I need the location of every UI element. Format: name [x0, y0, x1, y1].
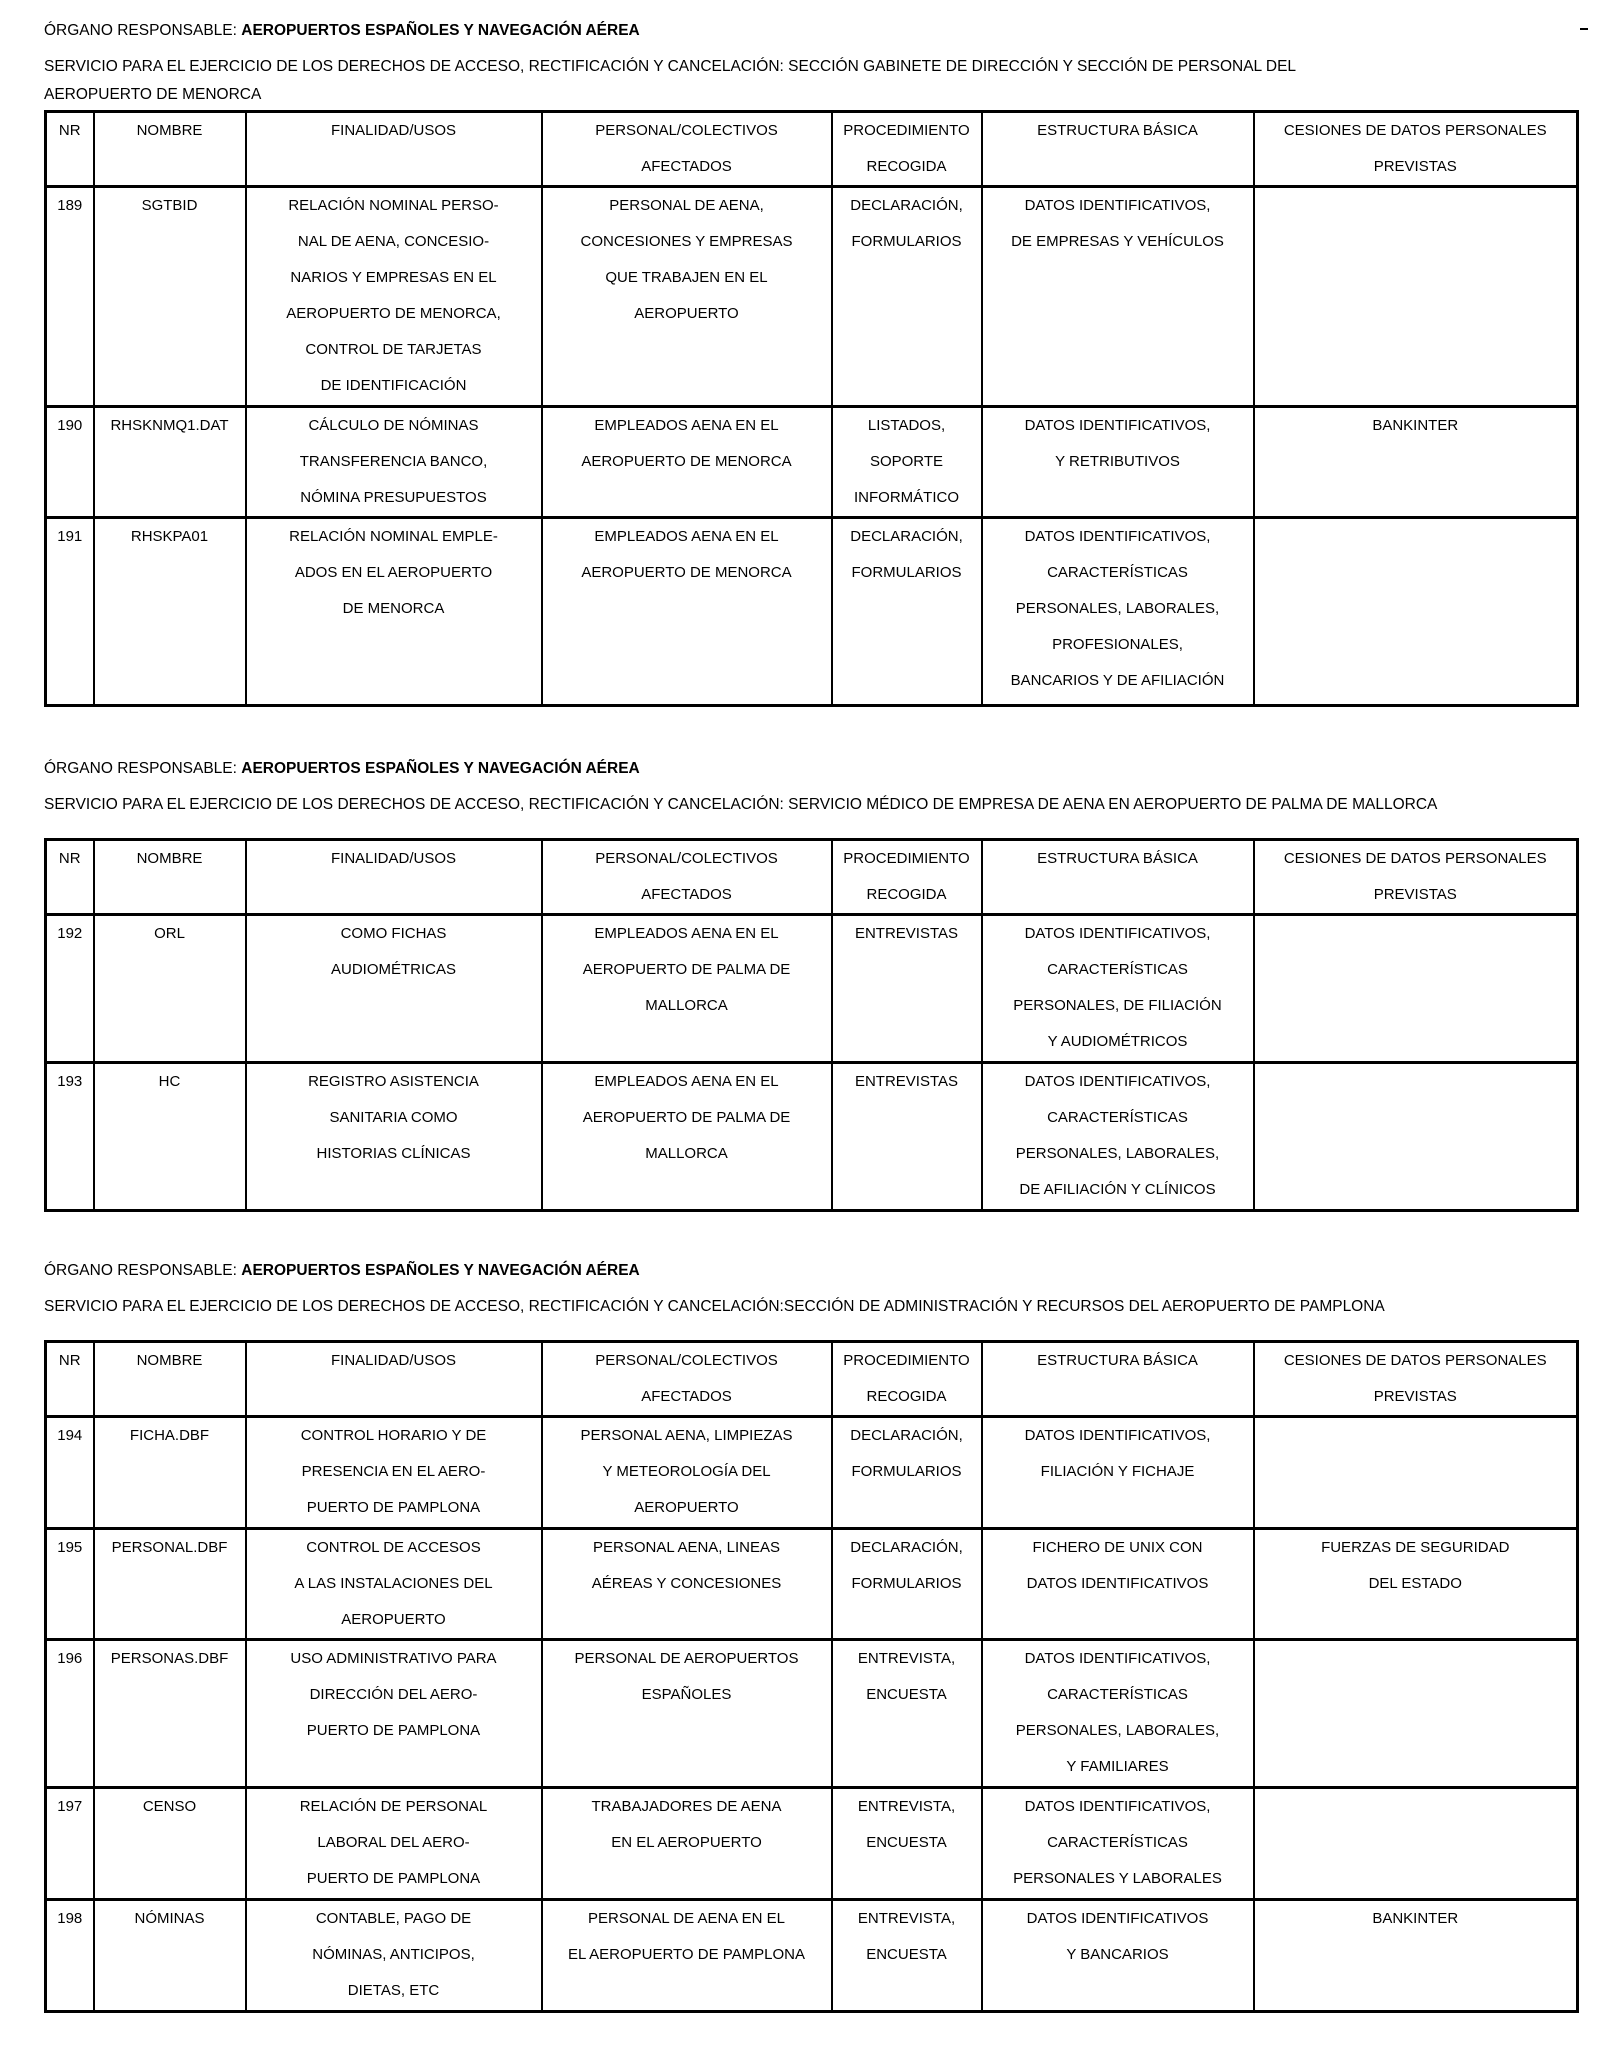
col-finalidad — [246, 915, 542, 1063]
cell-line: EMPLEADOS AENA EN EL — [594, 925, 779, 942]
column-header-text: AFECTADOS — [641, 158, 732, 175]
col-personal — [542, 1417, 832, 1529]
column-header-text: FINALIDAD/USOS — [330, 1352, 457, 1369]
column-header-nr — [46, 112, 94, 187]
cell-line: EN EL AEROPUERTO — [611, 1834, 762, 1851]
col-finalidad — [246, 1900, 542, 2012]
col-nr — [46, 407, 94, 518]
col-finalidad — [246, 1063, 542, 1211]
cell-value: CENSO — [142, 1798, 197, 1815]
cell-value: PERSONAL.DBF — [111, 1539, 228, 1556]
col-procedimiento — [832, 1063, 982, 1211]
column-header-cesiones — [1254, 840, 1578, 915]
col-estructura — [982, 1063, 1254, 1211]
col-procedimiento — [832, 1788, 982, 1900]
register-table — [44, 1340, 1579, 2013]
cell-line: TRANSFERENCIA BANCO, — [299, 453, 488, 470]
cell-line: AEROPUERTO DE PALMA DE — [582, 1109, 791, 1126]
column-header-finalidad — [246, 1342, 542, 1417]
column-header-text: RECOGIDA — [866, 886, 947, 903]
col-nr — [46, 518, 94, 706]
col-finalidad — [246, 1788, 542, 1900]
table-row — [46, 1529, 1578, 1640]
cell-value: 197 — [57, 1798, 83, 1815]
col-cesiones — [1254, 518, 1578, 706]
cell-line: DATOS IDENTIFICATIVOS, — [1024, 417, 1211, 434]
cell-value: 193 — [57, 1073, 83, 1090]
cell-line: Y RETRIBUTIVOS — [1055, 453, 1180, 470]
col-personal — [542, 1640, 832, 1788]
cell-line: FORMULARIOS — [851, 564, 962, 581]
column-header-estructura — [982, 1342, 1254, 1417]
col-estructura — [982, 1529, 1254, 1640]
column-header-personal — [542, 112, 832, 187]
column-header-text: NR — [58, 1352, 81, 1369]
cell-line: DECLARACIÓN, — [850, 1539, 963, 1556]
column-header-nombre — [94, 1342, 246, 1417]
column-header-text: NOMBRE — [136, 1352, 203, 1369]
col-procedimiento — [832, 407, 982, 518]
cell-line: ENCUESTA — [866, 1686, 947, 1703]
table-row — [46, 1900, 1578, 2012]
page-edge-mark — [1580, 28, 1588, 30]
cell-value: FICHA.DBF — [129, 1427, 210, 1444]
cell-line: DECLARACIÓN, — [850, 197, 963, 214]
col-nombre — [94, 1529, 246, 1640]
organo-label: ÓRGANO RESPONSABLE: — [44, 22, 237, 39]
col-estructura — [982, 1900, 1254, 2012]
col-cesiones — [1254, 1417, 1578, 1529]
organo-responsable-line — [44, 760, 640, 778]
col-procedimiento — [832, 1640, 982, 1788]
col-procedimiento — [832, 187, 982, 407]
cell-line: AUDIOMÉTRICAS — [330, 961, 456, 978]
cell-line: CARACTERÍSTICAS — [1047, 564, 1188, 581]
cell-value: 194 — [57, 1427, 83, 1444]
cell-line: DIETAS, ETC — [347, 1982, 440, 1999]
column-header-estructura — [982, 112, 1254, 187]
cell-line: EMPLEADOS AENA EN EL — [594, 1073, 779, 1090]
cell-line: PERSONAL DE AEROPUERTOS — [574, 1650, 799, 1667]
column-header-text: PERSONAL/COLECTIVOS — [595, 850, 778, 867]
col-estructura — [982, 407, 1254, 518]
column-header-text: RECOGIDA — [866, 158, 947, 175]
cell-line: DATOS IDENTIFICATIVOS, — [1024, 1427, 1211, 1444]
cell-line: CONTROL DE TARJETAS — [305, 341, 482, 358]
cell-line: NÓMINA PRESUPUESTOS — [300, 489, 487, 506]
organo-label: ÓRGANO RESPONSABLE: — [44, 760, 237, 777]
cell-value: 191 — [57, 528, 83, 545]
column-header-text: ESTRUCTURA BÁSICA — [1037, 850, 1198, 867]
cell-line: ADOS EN EL AEROPUERTO — [294, 564, 493, 581]
cell-line: BANKINTER — [1372, 1910, 1459, 1927]
cell-value: RHSKPA01 — [130, 528, 209, 545]
cell-line: SANITARIA COMO — [329, 1109, 458, 1126]
cell-line: DE EMPRESAS Y VEHÍCULOS — [1011, 233, 1224, 250]
table-row — [46, 1788, 1578, 1900]
column-header-text: ESTRUCTURA BÁSICA — [1037, 122, 1198, 139]
col-cesiones — [1254, 1063, 1578, 1211]
cell-line: ESPAÑOLES — [641, 1686, 732, 1703]
column-header-text: PREVISTAS — [1373, 886, 1457, 903]
cell-line: DEL ESTADO — [1368, 1575, 1462, 1592]
col-nr — [46, 187, 94, 407]
cell-line: CARACTERÍSTICAS — [1047, 1686, 1188, 1703]
col-cesiones — [1254, 915, 1578, 1063]
table-row — [46, 407, 1578, 518]
cell-line: PRESENCIA EN EL AERO- — [301, 1463, 486, 1480]
col-nr — [46, 1640, 94, 1788]
cell-line: CÁLCULO DE NÓMINAS — [308, 417, 479, 434]
cell-line: LABORAL DEL AERO- — [317, 1834, 470, 1851]
col-nombre — [94, 915, 246, 1063]
cell-line: DECLARACIÓN, — [850, 528, 963, 545]
cell-line: REGISTRO ASISTENCIA — [308, 1073, 479, 1090]
col-cesiones — [1254, 187, 1578, 407]
col-nombre — [94, 1640, 246, 1788]
cell-line: HISTORIAS CLÍNICAS — [316, 1145, 471, 1162]
cell-line: EL AEROPUERTO DE PAMPLONA — [567, 1946, 806, 1963]
col-procedimiento — [832, 915, 982, 1063]
col-nombre — [94, 518, 246, 706]
column-header-cesiones — [1254, 1342, 1578, 1417]
column-header-text: FINALIDAD/USOS — [330, 122, 457, 139]
cell-line: PROFESIONALES, — [1052, 636, 1183, 653]
column-header-personal — [542, 1342, 832, 1417]
column-header-procedimiento — [832, 840, 982, 915]
column-header-estructura — [982, 840, 1254, 915]
column-header-nombre — [94, 840, 246, 915]
cell-value: 198 — [57, 1910, 83, 1927]
cell-line: DATOS IDENTIFICATIVOS — [1026, 1910, 1209, 1927]
cell-line: PERSONAL AENA, LIMPIEZAS — [580, 1427, 793, 1444]
cell-line: CONTROL HORARIO Y DE — [300, 1427, 487, 1444]
cell-line: RELACIÓN NOMINAL PERSO- — [288, 197, 499, 214]
col-nombre — [94, 1063, 246, 1211]
table-row — [46, 1063, 1578, 1211]
cell-line: AEROPUERTO DE MENORCA — [581, 453, 792, 470]
col-nr — [46, 1417, 94, 1529]
col-personal — [542, 407, 832, 518]
col-nombre — [94, 407, 246, 518]
column-header-cesiones — [1254, 112, 1578, 187]
cell-value: ORL — [154, 925, 185, 942]
col-nombre — [94, 1900, 246, 2012]
cell-line: DATOS IDENTIFICATIVOS, — [1024, 1798, 1211, 1815]
cell-line: RELACIÓN DE PERSONAL — [299, 1798, 488, 1815]
organo-value: AEROPUERTOS ESPAÑOLES Y NAVEGACIÓN AÉREA — [241, 22, 640, 39]
cell-line: USO ADMINISTRATIVO PARA — [290, 1650, 497, 1667]
cell-line: DIRECCIÓN DEL AERO- — [309, 1686, 478, 1703]
cell-value: 195 — [57, 1539, 83, 1556]
table-header-row — [46, 112, 1578, 187]
cell-line: PUERTO DE PAMPLONA — [306, 1499, 481, 1516]
column-header-procedimiento — [832, 112, 982, 187]
col-nr — [46, 1788, 94, 1900]
cell-value: PERSONAS.DBF — [110, 1650, 229, 1667]
cell-line: PERSONAL AENA, LINEAS — [592, 1539, 781, 1556]
col-personal — [542, 915, 832, 1063]
cell-line: ENCUESTA — [866, 1834, 947, 1851]
col-cesiones — [1254, 1788, 1578, 1900]
cell-line: PERSONALES Y LABORALES — [1013, 1870, 1222, 1887]
cell-line: PERSONAL DE AENA, — [609, 197, 764, 214]
col-procedimiento — [832, 1529, 982, 1640]
cell-value: HC — [158, 1073, 181, 1090]
cell-line: Y AUDIOMÉTRICOS — [1047, 1033, 1188, 1050]
col-nr — [46, 1063, 94, 1211]
col-cesiones — [1254, 407, 1578, 518]
col-estructura — [982, 518, 1254, 706]
cell-line: ENTREVISTA, — [857, 1798, 956, 1815]
cell-line: COMO FICHAS — [340, 925, 447, 942]
column-header-finalidad — [246, 840, 542, 915]
cell-line: BANCARIOS Y DE AFILIACIÓN — [1010, 672, 1225, 689]
cell-line: BANKINTER — [1372, 417, 1459, 434]
col-estructura — [982, 187, 1254, 407]
cell-line: PERSONAL DE AENA EN EL — [587, 1910, 786, 1927]
column-header-nr — [46, 840, 94, 915]
table-row — [46, 518, 1578, 706]
cell-line: DE AFILIACIÓN Y CLÍNICOS — [1019, 1181, 1216, 1198]
column-header-text: PERSONAL/COLECTIVOS — [595, 1352, 778, 1369]
cell-line: NAL DE AENA, CONCESIO- — [297, 233, 490, 250]
cell-line: CARACTERÍSTICAS — [1047, 1834, 1188, 1851]
cell-value: 192 — [57, 925, 83, 942]
cell-line: FUERZAS DE SEGURIDAD — [1321, 1539, 1510, 1556]
cell-line: CARACTERÍSTICAS — [1047, 961, 1188, 978]
cell-value: RHSKNMQ1.DAT — [110, 417, 229, 434]
cell-line: ENCUESTA — [866, 1946, 947, 1963]
col-personal — [542, 1788, 832, 1900]
col-finalidad — [246, 518, 542, 706]
cell-line: DATOS IDENTIFICATIVOS, — [1024, 925, 1211, 942]
column-header-finalidad — [246, 112, 542, 187]
cell-line: DATOS IDENTIFICATIVOS — [1026, 1575, 1209, 1592]
cell-line: DE MENORCA — [342, 600, 445, 617]
cell-line: MALLORCA — [645, 997, 728, 1014]
cell-line: MALLORCA — [645, 1145, 728, 1162]
servicio-line: SERVICIO PARA EL EJERCICIO DE LOS DERECHOS DE ACCESO, RECTIFICACIÓN Y CANCELACIÓN:SECCIÓN DE ADMINISTRACIÓN Y RECURSOS DEL AEROPUERTO DE PAMPLONA — [44, 1298, 1385, 1315]
cell-line: A LAS INSTALACIONES DEL — [294, 1575, 493, 1592]
cell-line: AEROPUERTO DE MENORCA — [581, 564, 792, 581]
cell-line: FORMULARIOS — [851, 1463, 962, 1480]
column-header-text: CESIONES DE DATOS PERSONALES — [1283, 850, 1547, 867]
organo-responsable-line — [44, 1262, 640, 1280]
column-header-nombre — [94, 112, 246, 187]
cell-line: CONTABLE, PAGO DE — [315, 1910, 472, 1927]
column-header-nr — [46, 1342, 94, 1417]
cell-line: DATOS IDENTIFICATIVOS, — [1024, 1073, 1211, 1090]
cell-line: LISTADOS, — [867, 417, 946, 434]
column-header-procedimiento — [832, 1342, 982, 1417]
column-header-personal — [542, 840, 832, 915]
cell-line: TRABAJADORES DE AENA — [591, 1798, 782, 1815]
column-header-text: AFECTADOS — [641, 886, 732, 903]
col-procedimiento — [832, 1417, 982, 1529]
cell-line: DATOS IDENTIFICATIVOS, — [1024, 197, 1211, 214]
servicio-line: SERVICIO PARA EL EJERCICIO DE LOS DERECHOS DE ACCESO, RECTIFICACIÓN Y CANCELACIÓN: SECCIÓN GABINETE DE DIRECCIÓN Y SECCIÓN DE PERSONAL DEL — [44, 58, 1297, 75]
cell-line: CARACTERÍSTICAS — [1047, 1109, 1188, 1126]
cell-line: AEROPUERTO DE PALMA DE — [582, 961, 791, 978]
col-estructura — [982, 1640, 1254, 1788]
table-row — [46, 187, 1578, 407]
table-row — [46, 1640, 1578, 1788]
cell-line: PERSONALES, LABORALES, — [1015, 1722, 1220, 1739]
col-personal — [542, 1063, 832, 1211]
col-estructura — [982, 915, 1254, 1063]
cell-line: Y METEOROLOGÍA DEL — [602, 1463, 771, 1480]
cell-line: EMPLEADOS AENA EN EL — [594, 528, 779, 545]
col-personal — [542, 187, 832, 407]
cell-line: ENTREVISTA, — [857, 1910, 956, 1927]
cell-line: INFORMÁTICO — [854, 489, 959, 506]
cell-line: EMPLEADOS AENA EN EL — [594, 417, 779, 434]
column-header-text: PREVISTAS — [1373, 1388, 1457, 1405]
table-header-row — [46, 1342, 1578, 1417]
servicio-line: SERVICIO PARA EL EJERCICIO DE LOS DERECHOS DE ACCESO, RECTIFICACIÓN Y CANCELACIÓN: SERVICIO MÉDICO DE EMPRESA DE AENA EN AEROPUERTO DE PALMA DE MALLORCA — [44, 796, 1438, 813]
column-header-text: ESTRUCTURA BÁSICA — [1037, 1352, 1198, 1369]
column-header-text: PROCEDIMIENTO — [843, 850, 970, 867]
column-header-text: PROCEDIMIENTO — [843, 122, 970, 139]
cell-line: FICHERO DE UNIX CON — [1032, 1539, 1203, 1556]
col-estructura — [982, 1788, 1254, 1900]
cell-line: CONTROL DE ACCESOS — [306, 1539, 481, 1556]
col-estructura — [982, 1417, 1254, 1529]
cell-line: Y FAMILIARES — [1066, 1758, 1169, 1775]
cell-line: DECLARACIÓN, — [850, 1427, 963, 1444]
cell-line: AEROPUERTO — [634, 305, 739, 322]
col-nr — [46, 915, 94, 1063]
cell-line: PERSONALES, LABORALES, — [1015, 1145, 1220, 1162]
col-finalidad — [246, 1640, 542, 1788]
col-nr — [46, 1529, 94, 1640]
cell-line: FORMULARIOS — [851, 233, 962, 250]
cell-line: RELACIÓN NOMINAL EMPLE- — [289, 528, 498, 545]
col-finalidad — [246, 1417, 542, 1529]
col-finalidad — [246, 187, 542, 407]
col-finalidad — [246, 407, 542, 518]
col-cesiones — [1254, 1900, 1578, 2012]
col-nombre — [94, 187, 246, 407]
col-procedimiento — [832, 518, 982, 706]
cell-line: CONCESIONES Y EMPRESAS — [580, 233, 793, 250]
column-header-text: NR — [58, 122, 81, 139]
col-nr — [46, 1900, 94, 2012]
cell-value: 189 — [57, 197, 83, 214]
col-procedimiento — [832, 1900, 982, 2012]
cell-line: PUERTO DE PAMPLONA — [306, 1870, 481, 1887]
organo-responsable-line — [44, 22, 640, 40]
col-nombre — [94, 1788, 246, 1900]
register-table — [44, 110, 1579, 707]
cell-value: NÓMINAS — [134, 1910, 205, 1927]
cell-line: NÓMINAS, ANTICIPOS, — [312, 1946, 475, 1963]
servicio-line: AEROPUERTO DE MENORCA — [44, 86, 262, 103]
cell-line: DE IDENTIFICACIÓN — [320, 377, 467, 394]
col-personal — [542, 1900, 832, 2012]
cell-line: AEROPUERTO — [341, 1611, 446, 1628]
cell-line: ENTREVISTAS — [854, 925, 959, 942]
column-header-text: FINALIDAD/USOS — [330, 850, 457, 867]
table-row — [46, 1417, 1578, 1529]
column-header-text: NOMBRE — [136, 850, 203, 867]
cell-line: AEROPUERTO DE MENORCA, — [286, 305, 501, 322]
col-cesiones — [1254, 1640, 1578, 1788]
cell-line: AÉREAS Y CONCESIONES — [591, 1575, 782, 1592]
column-header-text: NOMBRE — [136, 122, 203, 139]
cell-line: NARIOS Y EMPRESAS EN EL — [290, 269, 497, 286]
cell-line: DATOS IDENTIFICATIVOS, — [1024, 528, 1211, 545]
col-personal — [542, 518, 832, 706]
cell-line: AEROPUERTO — [634, 1499, 739, 1516]
cell-line: ENTREVISTA, — [857, 1650, 956, 1667]
cell-line: DATOS IDENTIFICATIVOS, — [1024, 1650, 1211, 1667]
organo-value: AEROPUERTOS ESPAÑOLES Y NAVEGACIÓN AÉREA — [241, 760, 640, 777]
table-header-row — [46, 840, 1578, 915]
cell-line: QUE TRABAJEN EN EL — [605, 269, 768, 286]
column-header-text: NR — [58, 850, 81, 867]
cell-value: SGTBID — [141, 197, 198, 214]
col-nombre — [94, 1417, 246, 1529]
column-header-text: PREVISTAS — [1373, 158, 1457, 175]
organo-label: ÓRGANO RESPONSABLE: — [44, 1262, 237, 1279]
col-finalidad — [246, 1529, 542, 1640]
cell-line: SOPORTE — [869, 453, 944, 470]
column-header-text: PROCEDIMIENTO — [843, 1352, 970, 1369]
cell-line: PERSONALES, DE FILIACIÓN — [1013, 997, 1222, 1014]
col-cesiones — [1254, 1529, 1578, 1640]
cell-line: ENTREVISTAS — [854, 1073, 959, 1090]
cell-line: PUERTO DE PAMPLONA — [306, 1722, 481, 1739]
cell-line: FILIACIÓN Y FICHAJE — [1040, 1463, 1195, 1480]
table-row — [46, 915, 1578, 1063]
column-header-text: RECOGIDA — [866, 1388, 947, 1405]
column-header-text: CESIONES DE DATOS PERSONALES — [1283, 122, 1547, 139]
column-header-text: PERSONAL/COLECTIVOS — [595, 122, 778, 139]
cell-line: FORMULARIOS — [851, 1575, 962, 1592]
col-personal — [542, 1529, 832, 1640]
cell-line: PERSONALES, LABORALES, — [1015, 600, 1220, 617]
cell-line: Y BANCARIOS — [1066, 1946, 1169, 1963]
cell-value: 196 — [57, 1650, 83, 1667]
column-header-text: CESIONES DE DATOS PERSONALES — [1283, 1352, 1547, 1369]
organo-value: AEROPUERTOS ESPAÑOLES Y NAVEGACIÓN AÉREA — [241, 1262, 640, 1279]
column-header-text: AFECTADOS — [641, 1388, 732, 1405]
register-table — [44, 838, 1579, 1212]
cell-value: 190 — [57, 417, 83, 434]
